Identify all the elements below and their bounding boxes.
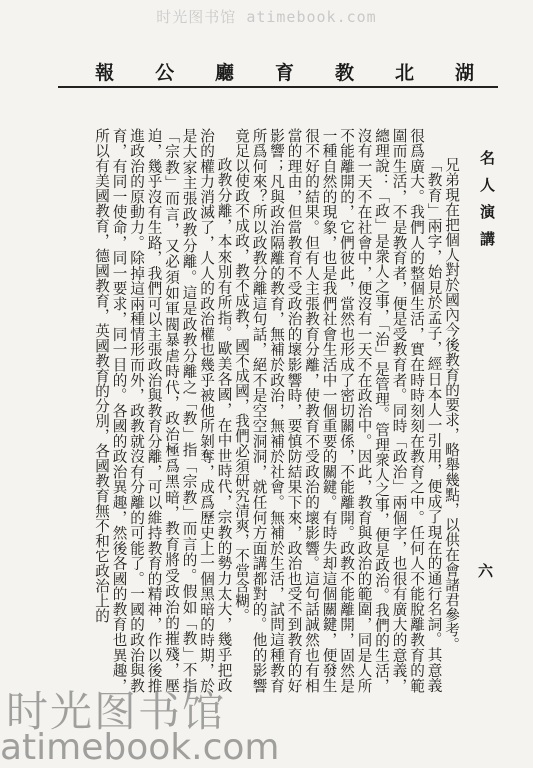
masthead-char: 湖: [454, 62, 475, 84]
masthead-char: 育: [275, 62, 296, 84]
article-body: [60, 128, 460, 693]
header-rule: [58, 86, 498, 88]
masthead: [95, 58, 475, 85]
watermark-bottom-en: atimebook.com: [0, 727, 280, 768]
watermark-top: 时光图书馆 atimebook.com: [156, 8, 377, 26]
masthead-char: 教: [335, 62, 356, 84]
page-number: 六: [478, 562, 494, 580]
paragraph: 兄弟現在把個人對於國內今後教育的要求，略舉幾點，以供在會諸君參考。: [443, 157, 460, 653]
masthead-char: 公: [155, 62, 176, 84]
masthead-char: 廳: [215, 62, 236, 84]
watermark-bottom-cn: 时光图书馆: [6, 687, 227, 736]
paragraph: 「教育」兩字，始見於孟子，經日本人一引用，便成了現在的通行名詞。其意義很爲廣大。我們人的整個生活，實在時時刻刻在教育之中。任何人不能脫離教育的範圍而生活，不是教育者，便是受教育者。同時「政治」兩個字，也很有廣大的意義，總理說：「政」是衆人之事，「治」是管理。管理衆人之事，便是政治。我們的生活，沒有一天不在社會中，便沒有一天不在政治中。因此，教育與政治的範圍，同是人所不能離開的，它們彼此，當然也形成了密切關係，不能離開。政教不能離開，固然是一種自然的現象，也是我們社會生活中一個重要的關鍵。有時失却這個關鍵，便發生很不好的結果。但有人主張教育分離，使教育不受政治的壞影響。這句話誠然也有相當的理由，但當教育不受政治的壞影響時，要慎防結果下來，政治也受不到教育的好影響；凡與政治隔離的教育，無補於政治，無補於社會。無補於生活，試問這種教育所爲何來？所以政教分離這句話，絕不是空空洞洞，就任何方面講都對的。他的影響竟足以使政不成政，教不成教，國不成國，我們必須研究清爽，不當含糊。: [233, 128, 443, 693]
section-title: 名人演講: [478, 150, 496, 258]
masthead-char: 北: [395, 62, 416, 84]
paragraph: 政教分離，本來別有所指。歐美各國，在中世時代，宗教的勢力太大，幾乎把政治的權力消滅了，人人的政治權也幾乎被他所剝奪，成爲歷史上一個黑暗的時期，於是大家主張政教分離。這是政教分離之「教」指「宗教」而言的。假如「教」不指「宗教」而言，又必須如軍閥暴虐時代，政治極爲黑暗，教育將受政治的摧殘，壓迫，幾乎沒有生路，我們可以主張政治與教育分離，可以維持教育的精神，作以後推進政治的原動力。除掉這兩種情形而外，政教就沒有分離的可能了。一國的政治與教育，有同一使命，同一要求，同一目的。各國的政治異趣，然後各國的教育也異趣，所以有美國教育，德國教育，英國教育的分別，各國教育無不和它政治上的: [93, 128, 233, 693]
masthead-char: 報: [95, 62, 116, 84]
